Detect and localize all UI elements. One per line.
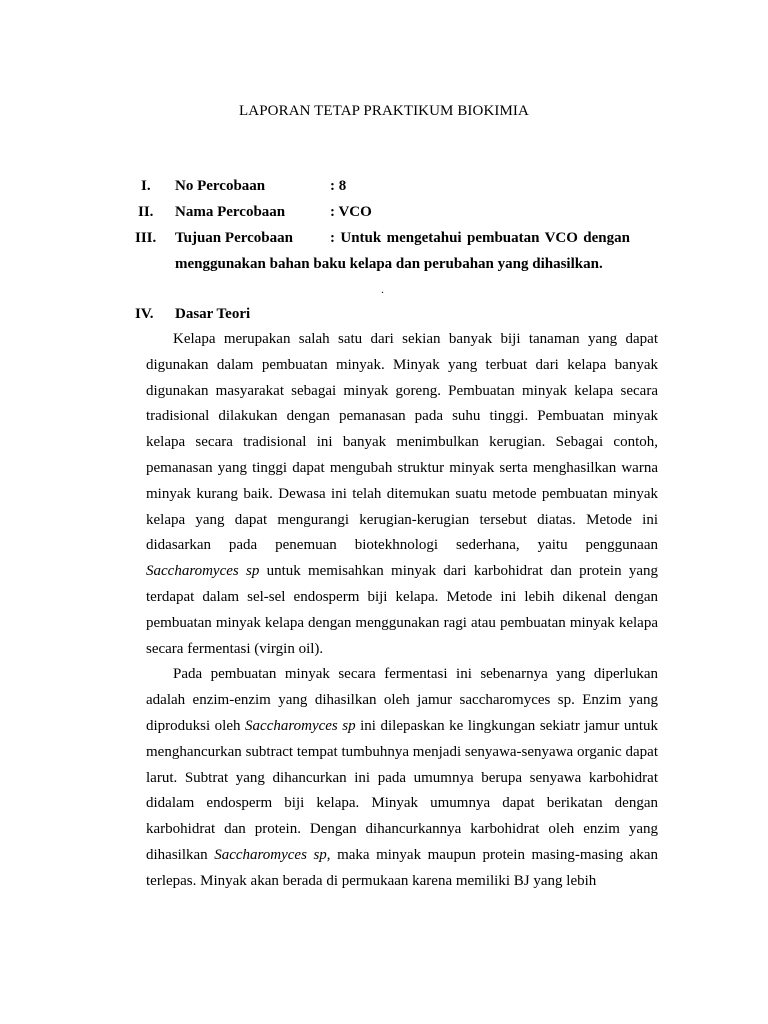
- item-number: I.: [141, 178, 151, 194]
- item-nama-percobaan: [0, 204, 768, 224]
- paragraph-text: , maka minyak maupun protein masing-masing akan terlepas. Minyak akan berada di permukaan karena memiliki BJ yang lebih: [146, 846, 658, 889]
- item-tujuan-percobaan: [0, 230, 768, 278]
- italic-species-name: Saccharomyces sp: [245, 717, 356, 734]
- item-value-line1: : Untuk mengetahui pembuatan VCO dengan: [330, 230, 630, 246]
- body-text: [146, 327, 658, 895]
- item-label: Nama Percobaan: [175, 204, 286, 220]
- item-label: Tujuan Percobaan: [175, 230, 293, 246]
- paragraph-1: [146, 327, 658, 662]
- item-value: : 8: [330, 178, 347, 194]
- section-number: IV.: [135, 306, 154, 322]
- item-value-line2: menggunakan bahan baku kelapa dan perubahan yang dihasilkan.: [175, 256, 603, 272]
- italic-species-name: Saccharomyces sp: [146, 563, 260, 580]
- paragraph-text: ini dilepaskan ke lingkungan sekiatr jamur untuk menghancurkan subtract tempat tumbuhnya menjadi senyawa-senyawa organic dapat larut. Subtrat yang dihancurkan ini pada umumnya berupa senyawa karbohidrat didalam endosperm biji kelapa. Minyak umumnya dapat berikatan dengan karbohidrat dan protein. Dengan dihancurkannya karbohidrat oleh enzim yang dihasilkan: [146, 717, 658, 863]
- item-no-percobaan: [0, 178, 768, 198]
- document-title: LAPORAN TETAP PRAKTIKUM BIOKIMIA: [239, 103, 529, 119]
- paragraph-text: Kelapa merupakan salah satu dari sekian banyak biji tanaman yang dapat digunakan dalam pembuatan minyak. Minyak yang terbuat dari kelapa banyak digunakan masyarakat sebagai minyak goreng. Pembuatan minyak kelapa secara tradisional dilakukan dengan pemanasan pada suhu tinggi. Pembuatan minyak kelapa secara tradisional ini banyak menimbulkan kerugian. Sebagai contoh, pemanasan yang tinggi dapat mengubah struktur minyak serta menghasilkan warna minyak kurang baik. Dewasa ini telah ditemukan suatu metode pembuatan minyak kelapa yang dapat mengurangi kerugian-kerugian tersebut diatas. Metode ini didasarkan pada penemuan biotekhnologi sederhana, yaitu penggunaan: [146, 331, 658, 554]
- section-dasar-teori: [0, 306, 768, 326]
- section-label: Dasar Teori: [175, 306, 251, 322]
- item-number: II.: [138, 204, 154, 220]
- item-number: III.: [135, 230, 157, 246]
- italic-species-name: Saccharomyces sp: [214, 846, 327, 863]
- paragraph-text: untuk memisahkan minyak dari karbohidrat dan protein yang terdapat dalam sel-sel endosperm biji kelapa. Metode ini lebih dikenal dengan pembuatan minyak kelapa dengan menggunakan ragi atau pembuatan minyak kelapa secara fermentasi (virgin oil).: [146, 563, 658, 657]
- item-label: No Percobaan: [175, 178, 266, 194]
- item-value: : VCO: [330, 204, 372, 220]
- stray-dot: .: [381, 282, 384, 296]
- paragraph-text: Pada pembuatan minyak secara fermentasi ini sebenarnya yang diperlukan adalah enzim-enzim yang dihasilkan oleh jamur saccharomyces sp. Enzim yang diproduksi oleh: [146, 666, 658, 734]
- paragraph-2: [146, 662, 658, 894]
